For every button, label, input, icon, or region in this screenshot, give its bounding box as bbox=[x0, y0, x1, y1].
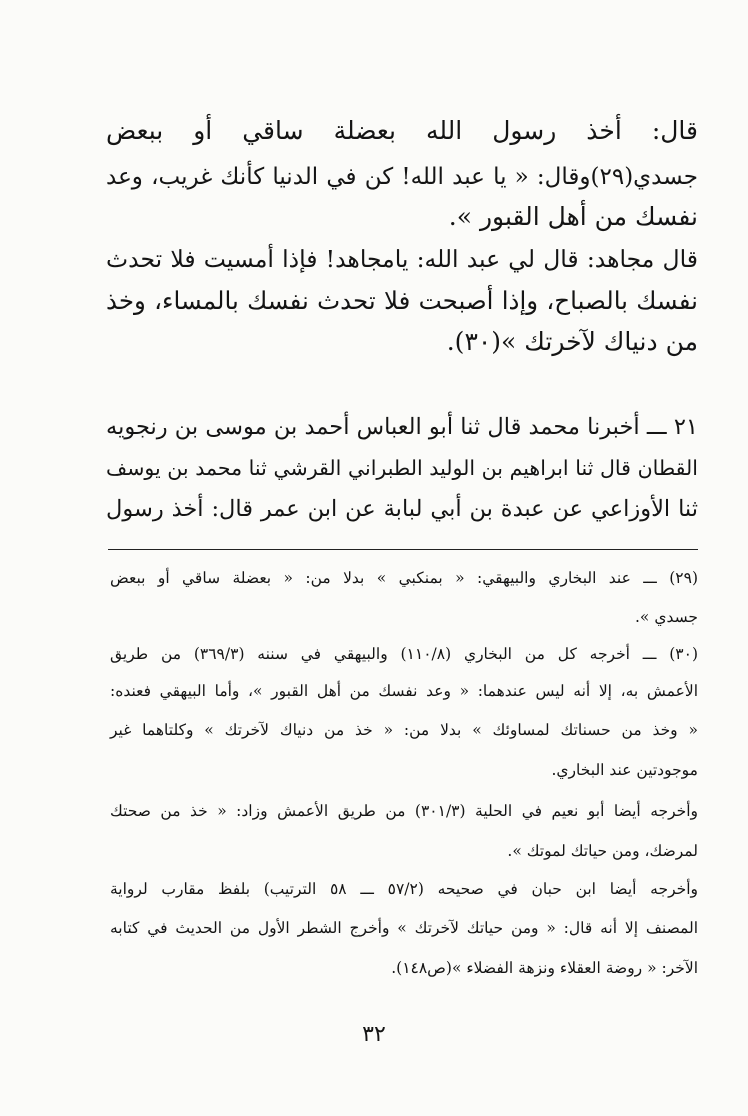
footnote-line: موجودتين عند البخاري. bbox=[551, 761, 698, 779]
footnote-line: المصنف إلا أنه قال: « ومن حياتك لآخرتك » وأخرج الشطر الأول من الحديث في كتابه bbox=[110, 919, 698, 937]
main-text-line: قال: أخذ رسول الله بعضلة ساقي أو ببعض bbox=[106, 116, 698, 145]
main-text-line: من دنياك لآخرتك »(٣٠). bbox=[446, 327, 698, 356]
footnote-line: « وخذ من حسناتك لمساوئك » بدلا من: « خذ من دنياك لآخرتك » وكلتاهما غير bbox=[110, 721, 698, 739]
main-text-line: نفسك من أهل القبور ». bbox=[448, 202, 698, 231]
page-number: ٣٢ bbox=[362, 1022, 386, 1047]
main-text-line: ثنا الأوزاعي عن عبدة بن أبي لبابة عن ابن عمر قال: أخذ رسول bbox=[106, 496, 698, 522]
footnote-line: الأعمش به، إلا أنه ليس عندهما: « وعد نفسك من أهل القبور »، وأما البيهقي فعنده: bbox=[110, 682, 698, 700]
footnote-line: لمرضك، ومن حياتك لموتك ». bbox=[507, 842, 698, 860]
main-text-line: قال مجاهد: قال لي عبد الله: يامجاهد! فإذا أمسيت فلا تحدث bbox=[106, 245, 698, 273]
footnote-divider bbox=[108, 549, 698, 550]
footnote-line: وأخرجه أيضا ابن حبان في صحيحه (٥٧/٢ ـــ ٥٨ الترتيب) بلفظ مقارب لرواية bbox=[110, 880, 698, 898]
main-text-line: جسدي(٢٩)وقال: « يا عبد الله! كن في الدنيا كأنك غريب، وعد bbox=[106, 164, 698, 190]
main-text-line: ٢١ ـــ أخبرنا محمد قال ثنا أبو العباس أحمد بن موسى بن رنجويه bbox=[106, 414, 698, 440]
footnote-line: وأخرجه أيضا أبو نعيم في الحلية (٣٠١/٣) من طريق الأعمش وزاد: « خذ من صحتك bbox=[110, 802, 699, 820]
footnote-line: (٢٩) ـــ عند البخاري والبيهقي: « بمنكبي » بدلا من: « بعضلة ساقي أو ببعض bbox=[110, 569, 698, 587]
footnote-line: الآخر: « روضة العقلاء ونزهة الفضلاء »(ص١٤٨). bbox=[391, 959, 698, 977]
main-text-line: نفسك بالصباح، وإذا أصبحت فلا تحدث نفسك بالمساء، وخذ bbox=[106, 286, 698, 315]
footnote-line: جسدي ». bbox=[634, 608, 698, 626]
main-text-line: القطان قال ثنا ابراهيم بن الوليد الطبراني القرشي ثنا محمد بن يوسف bbox=[106, 456, 698, 480]
footnote-line: (٣٠) ـــ أخرجه كل من البخاري (١١٠/٨) والبيهقي في سننه (٣٦٩/٣) من طريق bbox=[110, 645, 698, 663]
